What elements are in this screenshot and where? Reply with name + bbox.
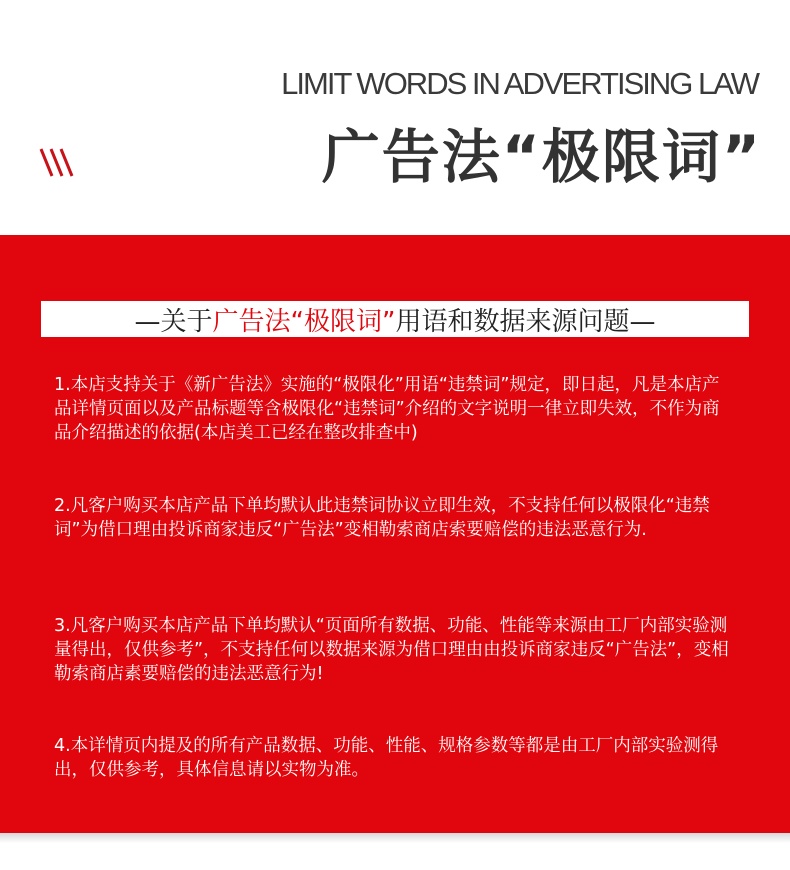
notice-paragraph-1: 1.本店支持关于《新广告法》实施的“极限化”用语“违禁词”规定，即日起，凡是本店产品详情页面以及产品标题等含极限化“违禁词”介绍的文字说明一律立即失效，不作为商品介绍描述的依据(本店美工已经在整改排查中) bbox=[54, 375, 720, 443]
banner-suffix: 用语和数据来源问题— bbox=[395, 306, 656, 337]
notice-paragraph-3: 3.凡客户购买本店产品下单均默认“页面所有数据、功能、性能等来源由工厂内部实验测量得出，仅供参考”，不支持任何以数据来源为借口理由由投诉商家违反“广告法”，变相勒索商店素要赔偿的违法恶意行为! bbox=[54, 616, 729, 684]
notice-paragraph-4: 4.本详情页内提及的所有产品数据、功能、性能、规格参数等都是由工厂内部实验测得出，仅供参考，具体信息请以实物为准。 bbox=[54, 736, 719, 780]
banner-highlight: 广告法“极限词” bbox=[212, 306, 396, 337]
bottom-shadow bbox=[0, 833, 790, 843]
banner-prefix: —关于 bbox=[134, 306, 213, 337]
slash-decoration-icon bbox=[38, 146, 82, 180]
english-title: LIMIT WORDS IN ADVERTISING LAW bbox=[281, 66, 758, 101]
header-section bbox=[0, 0, 790, 235]
chinese-title: 广告法“极限词” bbox=[321, 123, 762, 191]
section-banner bbox=[41, 301, 749, 337]
notice-paragraph-2: 2.凡客户购买本店产品下单均默认此违禁词协议立即生效，不支持任何以极限化“违禁词”为借口理由投诉商家违反“广告法”变相勒索商店索要赔偿的违法恶意行为. bbox=[54, 496, 710, 540]
